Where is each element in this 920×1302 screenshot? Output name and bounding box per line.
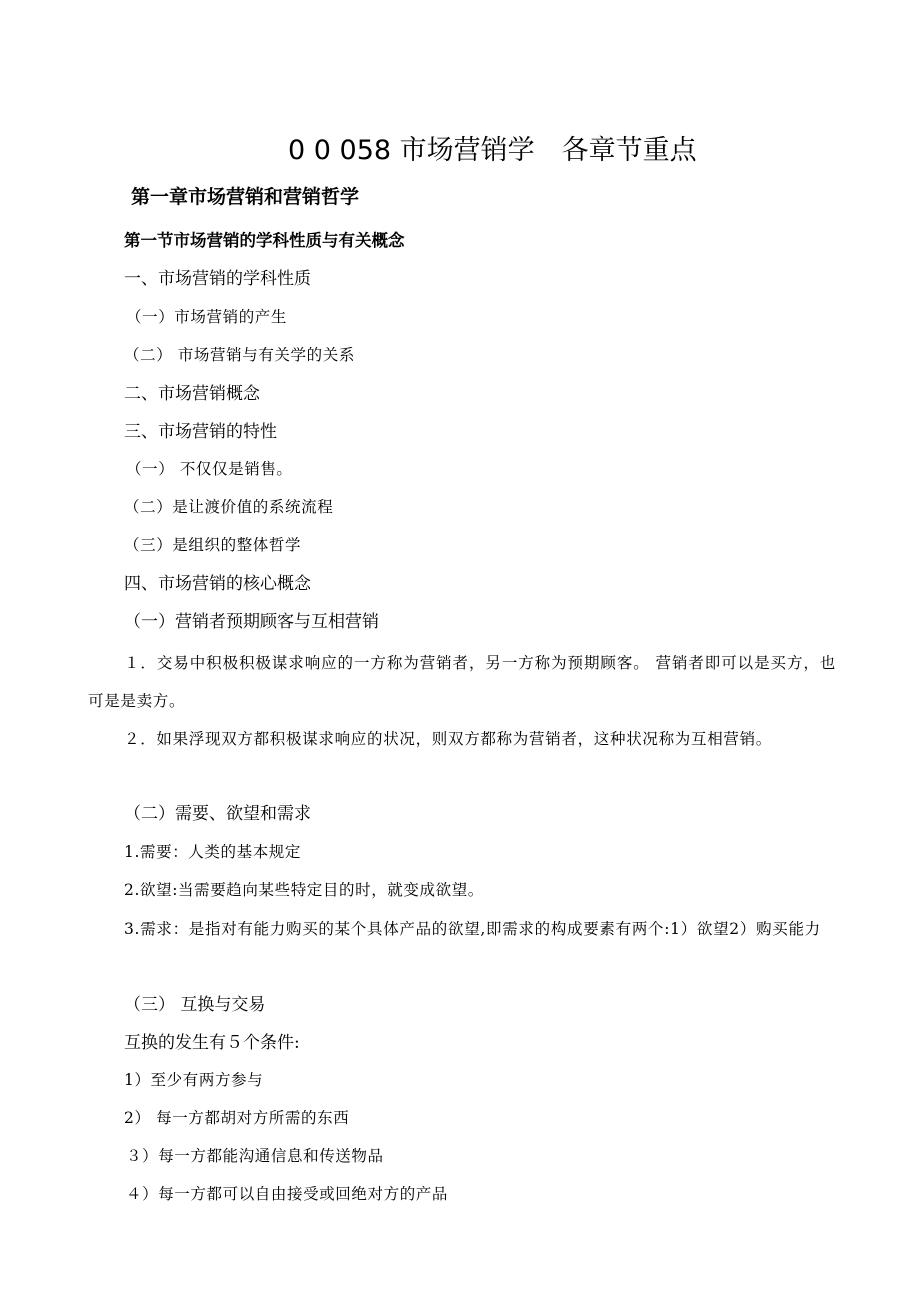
condition-1: 1）至少有两方参与 (124, 1071, 264, 1089)
item-relation: （二） 市场营销与有关学的关系 (124, 346, 355, 364)
heading-concept: 二、市场营销概念 (124, 384, 260, 404)
item-needs-wants-demands: （二）需要、欲望和需求 (124, 804, 311, 824)
condition-4: ４）每一方都可以自由接受或回绝对方的产品 (126, 1185, 449, 1203)
page-title: 0 0 058 市场营销学 各章节重点 (288, 135, 697, 166)
item-wants: 2.欲望:当需要趋向某些特定目的时，就变成欲望。 (124, 881, 484, 899)
section-heading: 第一节市场营销的学科性质与有关概念 (124, 231, 405, 250)
heading-characteristics: 三、市场营销的特性 (124, 422, 277, 442)
heading-discipline-nature: 一、市场营销的学科性质 (124, 269, 311, 289)
condition-2: 2） 每一方都胡对方所需的东西 (124, 1109, 350, 1127)
condition-3: ３）每一方都能沟通信息和传送物品 (126, 1147, 384, 1165)
chapter-heading: 第一章市场营销和营销哲学 (131, 186, 360, 208)
item-org-philosophy: （三）是组织的整体哲学 (124, 536, 302, 554)
item-needs: 1.需要：人类的基本规定 (124, 843, 301, 861)
paragraph-3: 3.需求：是指对有能力购买的某个具体产品的欲望,即需求的构成要素有两个:1）欲望2）购买能力 (124, 920, 821, 938)
item-value-process: （二）是让渡价值的系统流程 (124, 498, 334, 516)
item-origin: （一）市场营销的产生 (126, 308, 288, 326)
paragraph-2: ２．如果浮现双方都积极谋求响应的状况，则双方都称为营销者，这种状况称为互相营销。 (124, 730, 773, 748)
item-not-only-sales: （一） 不仅仅是销售。 (126, 460, 293, 478)
paragraph-1: １．交易中积极积极谋求响应的一方称为营销者，另一方称为预期顾客。 营销者即可以是买方，也可是是卖方。 (88, 654, 836, 710)
item-exchange-transaction: （三） 互换与交易 (124, 995, 266, 1015)
item-marketer-customer: （一）营销者预期顾客与互相营销 (124, 612, 379, 632)
exchange-conditions-intro: 互换的发生有５个条件: (124, 1033, 300, 1053)
heading-core-concepts: 四、市场营销的核心概念 (124, 574, 311, 594)
